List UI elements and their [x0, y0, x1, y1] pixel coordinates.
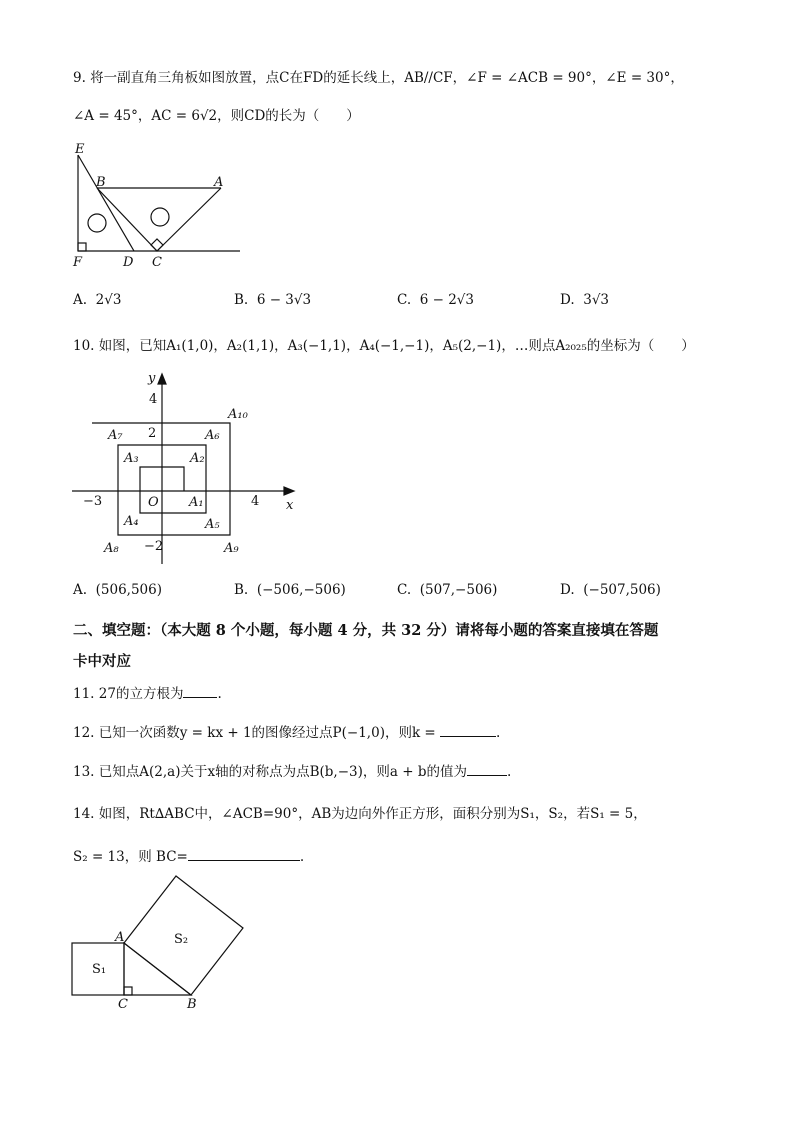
label-a6: A₆ [205, 428, 220, 443]
option-text: 3√3 [583, 292, 610, 308]
option-text: (−506,−506) [256, 582, 346, 598]
q9-figure [66, 140, 246, 270]
label-a1: A₁ [189, 495, 204, 510]
q10-option-a[interactable] [73, 582, 162, 598]
tick-label-x4: 4 [251, 494, 260, 509]
label-e: E [75, 142, 85, 157]
label-c: C [118, 997, 128, 1012]
option-text: (507,−506) [419, 582, 498, 598]
label-s2: S₂ [174, 932, 189, 947]
option-letter: C. [397, 582, 412, 598]
q14-answer-blank[interactable] [188, 847, 300, 861]
q12-answer-blank[interactable] [440, 723, 496, 737]
q10-figure [66, 366, 306, 566]
q9-option-d[interactable] [560, 292, 609, 308]
option-letter: A. [73, 582, 88, 598]
label-s1: S₁ [92, 962, 107, 977]
q9-option-b[interactable] [234, 292, 311, 308]
label-a: A [214, 175, 224, 190]
label-b: B [96, 175, 106, 190]
option-text: 2√3 [95, 292, 122, 308]
right-angle-mark-f [78, 243, 86, 251]
section-heading-line1: 二、填空题：（本大题 8 个小题，每小题 4 分，共 32 分）请将每小题的答案直接填在答题 [73, 622, 659, 639]
label-a4: A₄ [124, 514, 139, 529]
option-text: (506,506) [95, 582, 163, 598]
q11-answer-blank[interactable] [183, 684, 217, 698]
q12-text: 12. 已知一次函数y = kx + 1的图像经过点P(−1,0)，则k = [73, 725, 441, 741]
q14-line2 [73, 845, 304, 865]
hole-circle-2 [151, 208, 169, 226]
label-d: D [123, 255, 134, 270]
option-text: 6 − 2√3 [419, 292, 474, 308]
label-b: B [187, 997, 197, 1012]
hole-circle-1 [88, 214, 106, 232]
label-a5: A₅ [205, 517, 220, 532]
q14-line2-text: S₂ = 13，则 BC= [73, 849, 188, 865]
option-text: 6 − 3√3 [256, 292, 312, 308]
label-a: A [115, 930, 125, 945]
label-a9: A₉ [224, 541, 239, 556]
q9-option-a[interactable] [73, 292, 121, 308]
q13-end: . [506, 764, 512, 780]
q11-text: 11. 27的立方根为 [73, 686, 184, 702]
q11-end: . [217, 686, 222, 702]
line-ed [78, 155, 134, 251]
label-f: F [73, 255, 83, 270]
q10-option-b[interactable] [234, 582, 346, 598]
q13-answer-blank[interactable] [467, 762, 507, 776]
tick-label-y2: 2 [148, 426, 157, 441]
option-letter: C. [397, 292, 412, 308]
label-c: C [152, 255, 162, 270]
q13-text: 13. 已知点A(2,a)关于x轴的对称点为点B(b,−3)，则a + b的值为 [73, 764, 467, 780]
y-axis-arrow [158, 374, 166, 384]
q14-line1: 14. 如图，Rt∆ABC中，∠ACB=90°，AB为边向外作正方形，面积分别为S₁，S₂，若S₁ = 5， [73, 806, 647, 822]
q14-figure [66, 872, 251, 1014]
right-angle-mark-c [124, 987, 132, 995]
tick-label-yn2: −2 [144, 539, 164, 554]
q10-option-d[interactable] [560, 582, 661, 598]
label-o: O [148, 495, 159, 510]
tick-label-y4: 4 [149, 392, 158, 407]
label-x: x [286, 498, 294, 513]
option-letter: D. [560, 582, 575, 598]
label-y: y [148, 371, 156, 386]
q13 [73, 760, 511, 780]
q10-option-c[interactable] [397, 582, 497, 598]
q9-option-c[interactable] [397, 292, 474, 308]
option-letter: B. [234, 582, 249, 598]
q12-end: . [496, 725, 501, 741]
q11 [73, 682, 222, 702]
q14-end: . [299, 849, 305, 865]
section-heading-line2: 卡中对应 [73, 653, 131, 670]
label-a10: A₁₀ [228, 407, 248, 422]
q10-line1: 10. 如图，已知A₁(1,0)，A₂(1,1)，A₃(−1,1)，A₄(−1,−1)，A₅(2,−1)，…则点A₂₀₂₅的坐标为（ ） [73, 338, 695, 354]
label-a7: A₇ [108, 428, 123, 443]
option-letter: A. [73, 292, 88, 308]
label-a3: A₃ [124, 451, 139, 466]
q9-line1: 9. 将一副直角三角板如图放置，点C在FD的延长线上，AB//CF，∠F = ∠ACB = 90°，∠E = 30°， [73, 70, 684, 86]
q12 [73, 721, 500, 741]
option-letter: B. [234, 292, 249, 308]
label-a8: A₈ [104, 541, 119, 556]
x-axis-arrow [284, 487, 294, 495]
right-angle-mark-c [151, 239, 163, 251]
line-bc [97, 188, 157, 251]
q9-line2: ∠A = 45°，AC = 6√2，则CD的长为（ ） [73, 108, 360, 124]
option-text: (−507,506) [583, 582, 661, 598]
option-letter: D. [560, 292, 575, 308]
tick-label-xn3: −3 [83, 494, 103, 509]
line-ac [157, 188, 221, 251]
label-a2: A₂ [190, 451, 205, 466]
